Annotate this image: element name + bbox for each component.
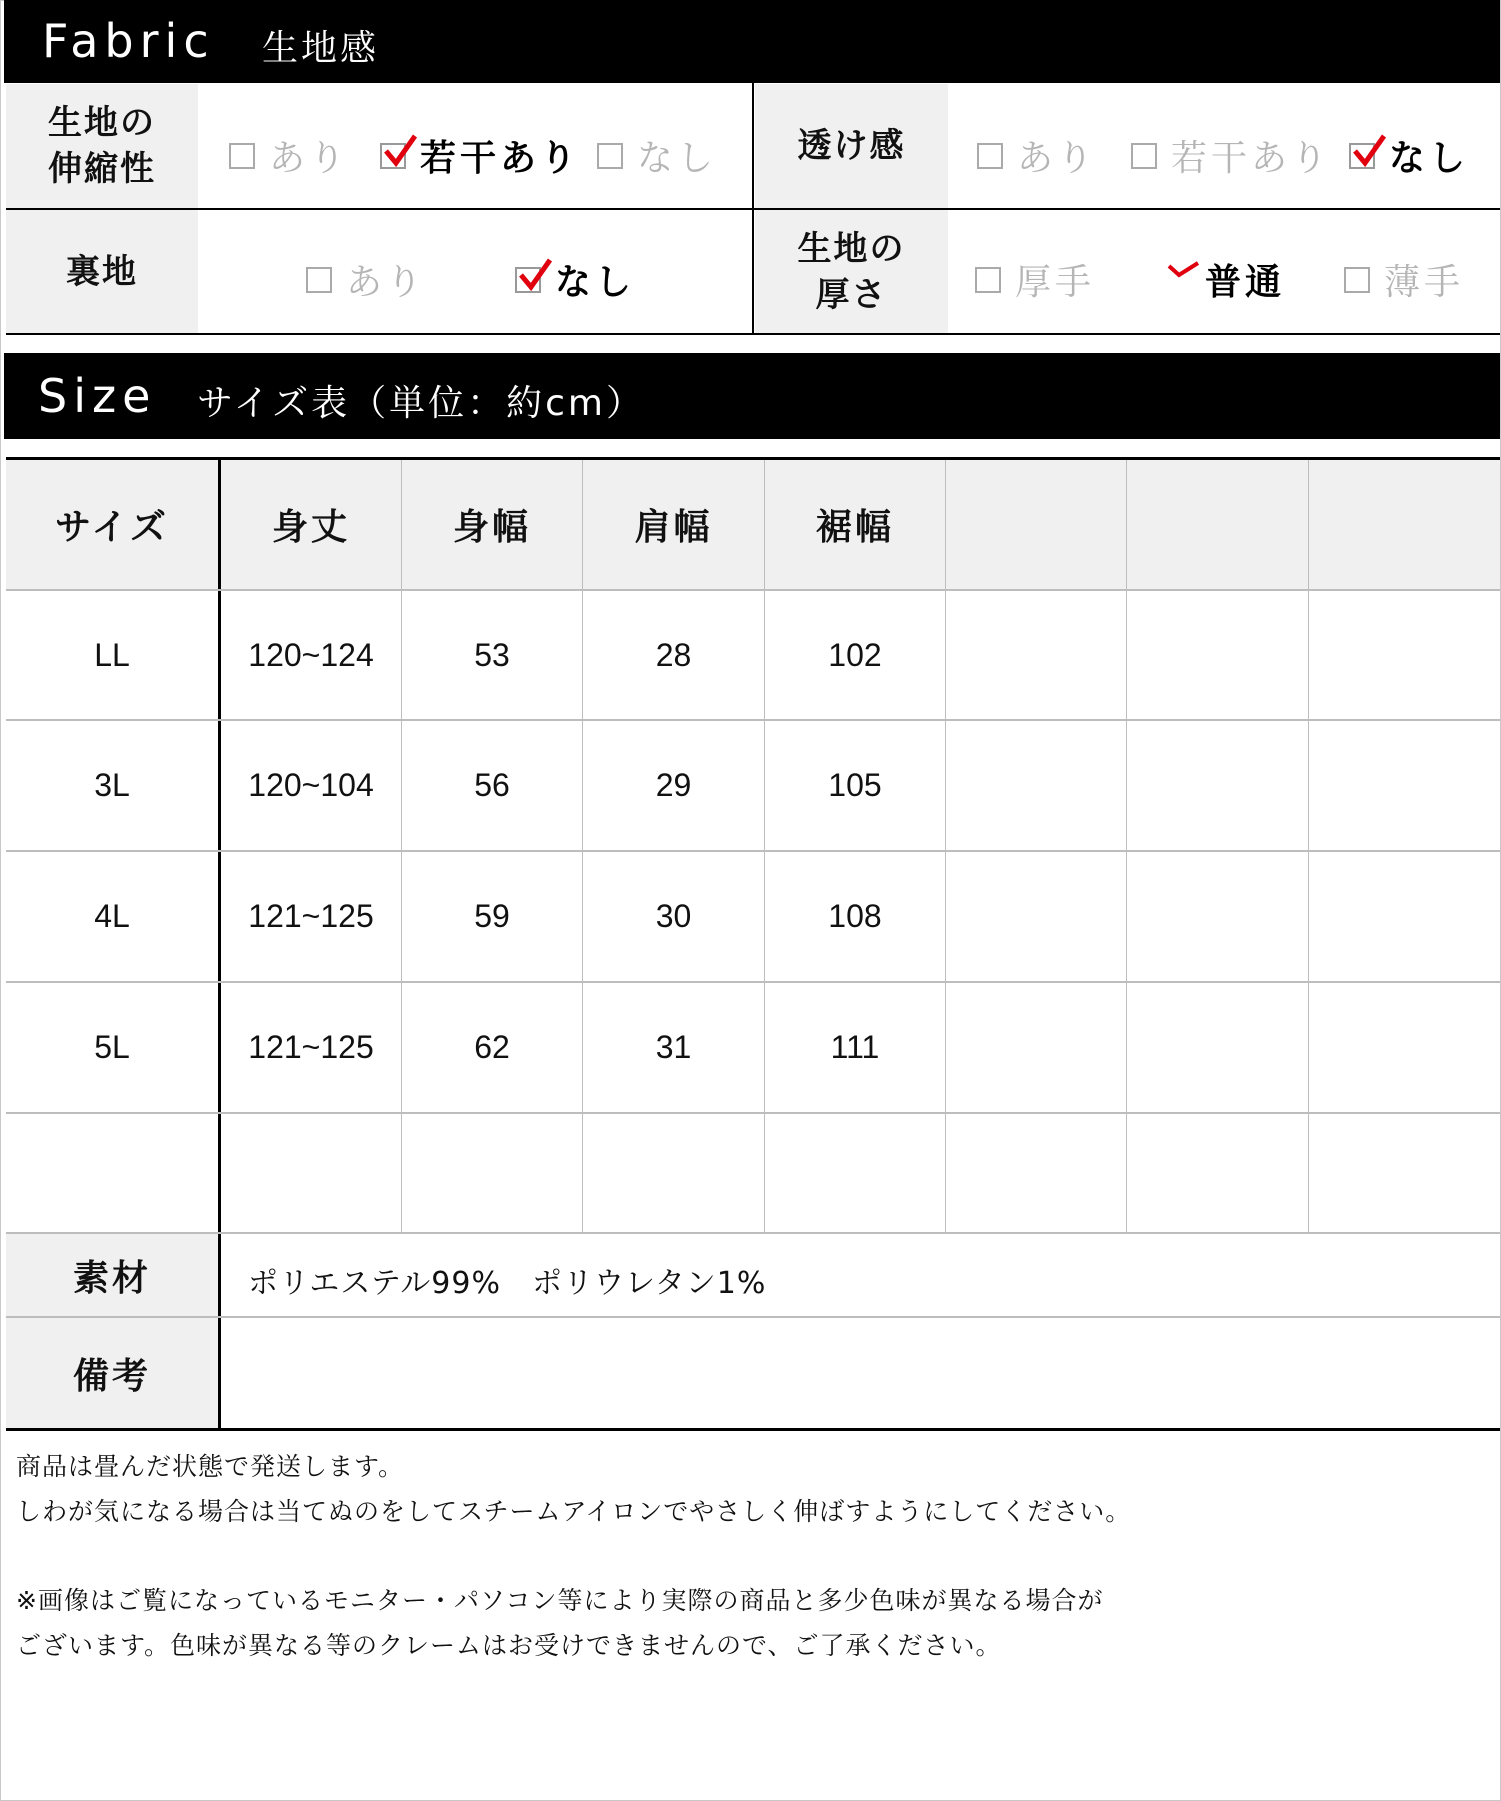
checkmark-icon	[1167, 261, 1201, 281]
value-cell: 31	[655, 1029, 692, 1065]
value-cell	[946, 852, 1126, 981]
value-cell	[1127, 591, 1308, 719]
value-cell: 120~124	[248, 636, 374, 673]
value-cell: 56	[474, 767, 510, 803]
checkbox[interactable]	[1131, 143, 1157, 169]
size-cell: 4L	[94, 898, 130, 934]
thickness-option-futsuu[interactable]: 普通	[1165, 254, 1285, 305]
value-cell	[1127, 1114, 1308, 1232]
value-cell	[1309, 591, 1500, 719]
checkbox[interactable]	[306, 267, 332, 293]
checkbox[interactable]	[1344, 267, 1370, 293]
value-cell: 121~125	[248, 898, 374, 934]
col-header-length: 身丈	[221, 460, 401, 589]
fabric-title-jp: 生地感	[262, 28, 380, 69]
lining-label: 裏地	[6, 210, 198, 334]
size-title-jp: サイズ表（単位：約cm）	[197, 383, 645, 424]
fabric-center-divider	[752, 83, 754, 335]
checkmark-icon	[1353, 133, 1387, 169]
checkbox[interactable]	[975, 267, 1001, 293]
col-header-empty	[946, 460, 1126, 589]
sheer-option-ari[interactable]: あり	[977, 130, 1097, 181]
value-cell	[946, 983, 1126, 1112]
note-line: 商品は畳んだ状態で発送します。	[16, 1452, 405, 1481]
fabric-title-en: Fabric	[42, 14, 215, 68]
col-header-width: 身幅	[402, 460, 582, 589]
checkbox[interactable]	[597, 143, 623, 169]
col-header-hem: 裾幅	[765, 460, 945, 589]
value-cell	[946, 591, 1126, 719]
value-cell	[1127, 852, 1308, 981]
stretch-option-ari[interactable]: あり	[229, 130, 349, 181]
value-cell: 29	[655, 767, 692, 803]
col-header-shoulder: 肩幅	[583, 460, 764, 589]
value-cell	[221, 1114, 401, 1232]
size-title-en: Size	[38, 369, 157, 423]
value-cell	[583, 1114, 764, 1232]
value-cell: 111	[830, 1029, 880, 1065]
value-cell	[1309, 1114, 1500, 1232]
value-cell: 105	[828, 767, 882, 803]
size-header-bar	[4, 353, 1500, 439]
thickness-label: 生地の厚さ	[755, 210, 948, 334]
size-cell: 5L	[94, 1029, 130, 1065]
sheer-option-nashi[interactable]: なし	[1349, 130, 1469, 181]
value-cell	[946, 721, 1126, 850]
note-line: しわが気になる場合は当てぬのをしてスチームアイロンでやさしく伸ばすようにしてください。	[16, 1497, 1132, 1526]
size-cell: LL	[94, 636, 130, 673]
size-cell	[6, 1114, 218, 1232]
col-header-empty	[1127, 460, 1308, 589]
value-cell: 28	[655, 636, 692, 673]
value-cell	[1309, 721, 1500, 850]
checkbox-checked[interactable]	[1165, 267, 1191, 293]
checkmark-icon	[519, 257, 553, 293]
grid-hline	[6, 1232, 1500, 1234]
thickness-option-atsude[interactable]: 厚手	[975, 254, 1095, 305]
size-cell: 3L	[94, 767, 130, 803]
sheer-option-jakkan[interactable]: 若干あり	[1131, 130, 1331, 181]
checkbox[interactable]	[977, 143, 1003, 169]
material-value: ポリエステル99% ポリウレタン1%	[248, 1266, 767, 1301]
value-cell: 120~104	[248, 767, 374, 803]
lining-option-ari[interactable]: あり	[306, 254, 426, 305]
value-cell	[765, 1114, 945, 1232]
stretch-option-nashi[interactable]: なし	[597, 130, 717, 181]
checkbox-checked[interactable]	[1349, 143, 1375, 169]
thickness-option-usude[interactable]: 薄手	[1344, 254, 1464, 305]
lining-option-nashi[interactable]: なし	[515, 254, 635, 305]
checkbox-checked[interactable]	[380, 143, 406, 169]
col-header-empty	[1309, 460, 1500, 589]
material-label: 素材	[6, 1234, 218, 1316]
stretch-label: 生地の伸縮性	[6, 84, 198, 208]
fabric-header-bar	[4, 0, 1500, 83]
value-cell: 108	[828, 898, 882, 934]
value-cell	[402, 1114, 582, 1232]
stretch-option-jakkan[interactable]: 若干あり	[380, 130, 580, 181]
value-cell: 30	[655, 898, 692, 934]
value-cell	[1127, 983, 1308, 1112]
value-cell: 121~125	[248, 1029, 374, 1065]
value-cell	[1127, 721, 1308, 850]
checkbox[interactable]	[229, 143, 255, 169]
value-cell	[1309, 852, 1500, 981]
checkmark-icon	[384, 133, 418, 169]
note-line: ございます。色味が異なる等のクレームはお受けできませんので、ご了承ください。	[16, 1631, 1002, 1660]
value-cell	[1309, 983, 1500, 1112]
col-header-size: サイズ	[6, 460, 218, 589]
sheer-label: 透け感	[755, 84, 948, 208]
checkbox-checked[interactable]	[515, 267, 541, 293]
value-cell: 62	[474, 1029, 510, 1065]
value-cell: 53	[474, 636, 510, 673]
remarks-value	[221, 1318, 1500, 1428]
value-cell: 102	[828, 636, 882, 673]
table-bottom-line	[6, 1428, 1500, 1431]
note-line: ※画像はご覧になっているモニター・パソコン等により実際の商品と多少色味が異なる場合が	[16, 1586, 1104, 1615]
value-cell	[946, 1114, 1126, 1232]
remarks-label: 備考	[6, 1318, 218, 1428]
value-cell: 59	[474, 898, 510, 934]
